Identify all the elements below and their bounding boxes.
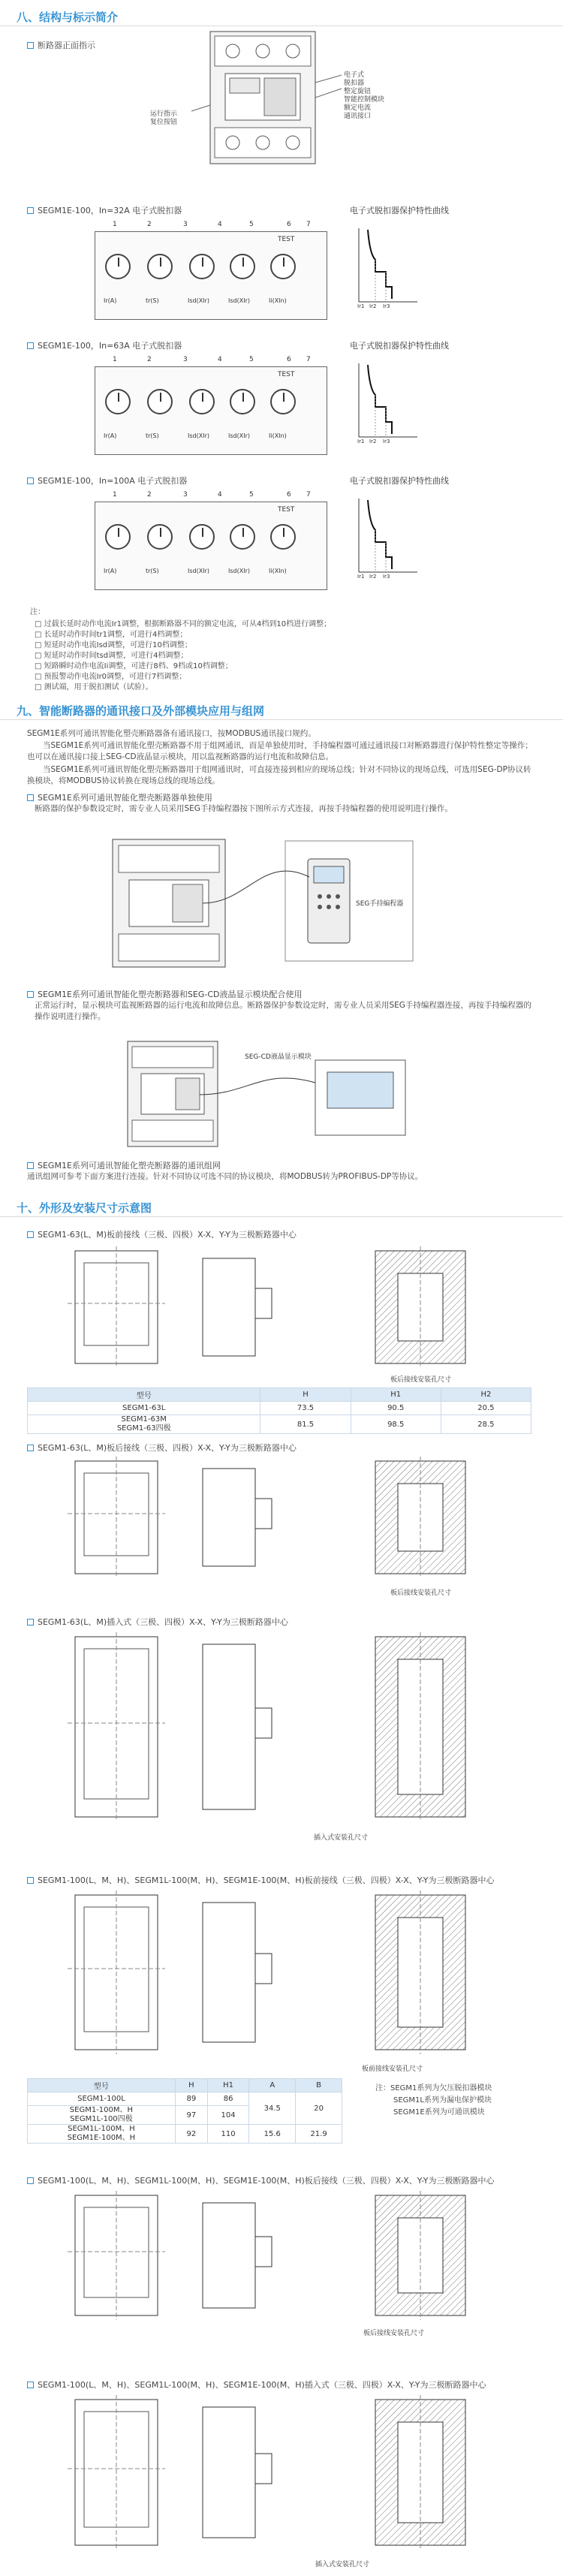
curve-axis-label: Ir3 xyxy=(383,303,390,309)
knob-label: Isd(XIr) xyxy=(228,568,250,574)
adjust-knob[interactable] xyxy=(230,389,255,414)
divider xyxy=(0,719,563,720)
knob-label: Isd(XIr) xyxy=(188,432,209,439)
panel-number: 6 xyxy=(287,221,291,228)
dim-4-caption: 板前接线安装孔尺寸 xyxy=(362,2065,423,2073)
note-item: □ 短路瞬时动作电流Ii调整，可进行8档、9档或10档调整； xyxy=(35,662,233,670)
curve-axis-label: Ir1 xyxy=(357,303,365,309)
dim-5-subtitle: SEGM1-100(L、M、H)、SEGM1L-100(M、H)、SEGM1E-100(M、H)板后接线（三极、四极）X-X、Y-Y为三极断路器中心 xyxy=(27,2174,495,2186)
dim-1-subtitle: SEGM1-63(L、M)板前接线（三极、四极）X-X、Y-Y为三极断路器中心 xyxy=(27,1228,297,1240)
notes-head: 注： xyxy=(30,608,45,616)
panel-number: 6 xyxy=(287,491,291,499)
note-item: □ 短延时动作时间tsd调整，可进行4档调整； xyxy=(35,652,188,660)
dimension-svg xyxy=(45,1888,525,2065)
table2-note-2: SEGM1L系列为漏电保护模块 xyxy=(393,2096,492,2104)
panel-number: 5 xyxy=(249,491,254,499)
comm-p4: 断路器的保护参数设定时，需专业人员采用SEG手持编程器按下图所示方式连接，再按手持编程器的使用说明进行操作。 xyxy=(35,804,453,813)
adjust-knob[interactable] xyxy=(147,254,173,279)
panel-number: 7 xyxy=(306,221,311,228)
panel-number: 5 xyxy=(249,221,254,228)
curve-axis-label: Ir2 xyxy=(369,303,377,309)
curve-title: 电子式脱扣器保护特性曲线 xyxy=(350,476,449,486)
curve-axis-label: Ir2 xyxy=(369,438,377,444)
table-row: SEGM1-100M、H SEGM1L-100四极 97 104 xyxy=(28,2106,342,2125)
adjust-knob[interactable] xyxy=(189,389,215,414)
callout-3: 整定旋钮 xyxy=(344,88,372,95)
comm-p6: 通讯组网可参考下面方案进行连接。针对不同协议可选不同的协议模块，将MODBUS转为PROFIBUS-DP等协议。 xyxy=(27,1172,423,1181)
section-9-title: 九、智能断路器的通讯接口及外部模块应用与组网 xyxy=(17,704,265,718)
note-item: □ 长延时动作时间tr1调整，可进行4档调整； xyxy=(35,631,188,639)
knob-label: Ir(A) xyxy=(104,432,117,439)
knob-label: Isd(XIr) xyxy=(188,568,209,574)
comm-p1: SEGM1E系列可通讯智能化塑壳断路器备有通讯接口，按MODBUS通讯接口规约。 xyxy=(27,729,316,738)
curve-axis-label: Ir3 xyxy=(383,438,390,444)
dim-5-caption: 板后接线安装孔尺寸 xyxy=(363,2330,425,2337)
note-item: □ 过载长延时动作电流Ir1调整，根据断路器不同的额定电流，可从4档到10档进行调整； xyxy=(35,620,332,628)
dim-6-caption: 插入式安装孔尺寸 xyxy=(315,2561,370,2568)
th: H1 xyxy=(351,1388,441,1402)
adjust-knob[interactable] xyxy=(230,254,255,279)
knob-label: Ii(XIn) xyxy=(269,432,287,439)
callout-2: 脱扣器 xyxy=(344,80,365,87)
table-row: SEGM1-63L 73.5 90.5 20.5 xyxy=(28,1402,531,1415)
curve-axis-label: Ir1 xyxy=(357,574,365,580)
table2-note-3: SEGM1E系列为可通讯模块 xyxy=(393,2108,485,2117)
dim-6-subtitle: SEGM1-100(L、M、H)、SEGM1L-100(M、H)、SEGM1E-100(M、H)插入式（三极、四极）X-X、Y-Y为三极断路器中心 xyxy=(27,2379,486,2391)
knob-label: Isd(XIr) xyxy=(188,297,209,304)
th: H xyxy=(260,1388,351,1402)
table-row: SEGM1-100L 89 86 34.5 20 xyxy=(28,2092,342,2106)
dimension-svg xyxy=(45,2188,525,2330)
callout-7: 运行指示 xyxy=(150,110,178,118)
knob-label: Ir(A) xyxy=(104,297,117,304)
spec-table-100: 型号 H H1 A B SEGM1-100L 89 86 34.5 20 SEGM1-100M、H SEGM1L-100四极 97 104 SEGM1L-100M、H SEGM1E-100M、H 92 110 15.6 21.9 xyxy=(27,2078,342,2144)
dim-2-subtitle: SEGM1-63(L、M)板后接线（三极、四极）X-X、Y-Y为三极断路器中心 xyxy=(27,1442,297,1454)
knob-label: tr(S) xyxy=(146,568,159,574)
table2-note-1: 注：SEGM1系列为欠压脱扣器模块 xyxy=(375,2084,492,2092)
panel-number: 4 xyxy=(218,221,222,228)
section-10-title: 十、外形及安装尺寸示意图 xyxy=(17,1201,152,1215)
dimension-svg xyxy=(45,1629,525,1832)
knob-label: tr(S) xyxy=(146,297,159,304)
section-8-title: 八、结构与标示简介 xyxy=(17,11,119,24)
handheld-label: SEG手持编程器 xyxy=(356,900,404,908)
adjust-knob[interactable] xyxy=(105,254,131,279)
comm-p2: 当SEGM1E系列可通讯智能化塑壳断路器不用于组网通讯，而是单独使用时，手持编程器可通过通讯接口对断路器进行保护特性整定等操作；也可以在通讯接口接上SEG-CD液晶显示模块，用以监视断路器的运行电流和故障信息。 xyxy=(27,741,533,761)
spec-table-63 xyxy=(27,1387,531,1434)
panel-number: 3 xyxy=(183,356,188,363)
adjust-knob[interactable] xyxy=(230,524,255,550)
comm-sub3: SEGM1E系列可通讯智能化塑壳断路器的通讯组网 xyxy=(27,1159,221,1171)
note-item: □ 短延时动作电流Isd调整，可进行10档调整； xyxy=(35,641,192,649)
comm-sub1: SEGM1E系列可通讯智能化塑壳断路器单独使用 xyxy=(27,791,212,803)
comm-p5: 正常运行时，显示模块可监视断路器的运行电流和故障信息。断路器保护参数设定时，需专业人员采用SEG手持编程器连接，再按手持编程器的操作说明进行操作。 xyxy=(35,1001,531,1021)
lcd-label: SEG-CD液晶显示模块 xyxy=(245,1053,312,1061)
th: H2 xyxy=(441,1388,531,1402)
note-item: □ 预报警动作电流Ir0调整，可进行7档调整； xyxy=(35,673,187,681)
knob-label: Ii(XIn) xyxy=(269,568,287,574)
dim-3-subtitle: SEGM1-63(L、M)插入式（三极、四极）X-X、Y-Y为三极断路器中心 xyxy=(27,1616,288,1628)
curve-axis-label: Ir3 xyxy=(383,574,390,580)
panel-number: 6 xyxy=(287,356,291,363)
knob-label: Isd(XIr) xyxy=(228,432,250,439)
panel-number: 4 xyxy=(218,356,222,363)
dimension-svg xyxy=(45,2392,525,2560)
panel-number: 7 xyxy=(306,356,311,363)
panel-number: 2 xyxy=(147,356,152,363)
comm-sub2: SEGM1E系列可通讯智能化塑壳断路器和SEG-CD液晶显示模块配合使用 xyxy=(27,988,302,1000)
curve-title: 电子式脱扣器保护特性曲线 xyxy=(350,206,449,215)
dim-2-caption: 板后接线安装孔尺寸 xyxy=(390,1589,452,1597)
dim-4-subtitle: SEGM1-100(L、M、H)、SEGM1L-100(M、H)、SEGM1E-100(M、H)板前接线（三极、四极）X-X、Y-Y为三极断路器中心 xyxy=(27,1874,495,1886)
panel-number: 1 xyxy=(113,221,117,228)
panel-number: 1 xyxy=(113,491,117,499)
callout-5: 额定电流 xyxy=(344,104,372,112)
callout-1: 电子式 xyxy=(344,71,365,79)
test-label: TEST xyxy=(278,371,295,378)
test-label: TEST xyxy=(278,236,295,243)
adjust-knob[interactable] xyxy=(105,524,131,550)
callout-6: 通讯接口 xyxy=(344,113,372,120)
panel-number: 2 xyxy=(147,491,152,499)
dim-1-caption: 板后接线安装孔尺寸 xyxy=(390,1376,452,1384)
panel-number: 4 xyxy=(218,491,222,499)
knob-label: Ii(XIn) xyxy=(269,297,287,304)
table-row: SEGM1-63M SEGM1-63四极 81.5 98.5 28.5 xyxy=(28,1415,531,1434)
adjust-knob[interactable] xyxy=(270,524,296,550)
panel-number: 3 xyxy=(183,491,188,499)
trip-title: SEGM1E-100，In=32A 电子式脱扣器 xyxy=(27,204,182,216)
curve-axis-label: Ir1 xyxy=(357,438,365,444)
adjust-knob[interactable] xyxy=(189,254,215,279)
panel-number: 1 xyxy=(113,356,117,363)
comm-p3: 当SEGM1E系列可通讯智能化塑壳断路器用于组网通讯时，可直接连接到相应的现场总线；针对不同协议的现场总线，可选用SEG-DP协议转换模块，将MODBUS协议转换在现场总线的现场总线。 xyxy=(27,765,531,785)
adjust-knob[interactable] xyxy=(270,254,296,279)
trip-title: SEGM1E-100，In=100A 电子式脱扣器 xyxy=(27,475,187,487)
adjust-knob[interactable] xyxy=(270,389,296,414)
panel-number: 2 xyxy=(147,221,152,228)
knob-label: Isd(XIr) xyxy=(228,297,250,304)
adjust-knob[interactable] xyxy=(189,524,215,550)
dimension-svg xyxy=(45,1454,525,1589)
panel-number: 5 xyxy=(249,356,254,363)
front-subtitle: 断路器正面指示 xyxy=(27,39,95,51)
test-label: TEST xyxy=(278,506,295,514)
dimension-svg xyxy=(45,1243,525,1378)
callout-4: 智能控制模块 xyxy=(344,96,385,104)
dim-3-caption: 插入式安装孔尺寸 xyxy=(314,1834,369,1842)
curve-axis-label: Ir2 xyxy=(369,574,377,580)
knob-label: Ir(A) xyxy=(104,568,117,574)
knob-label: tr(S) xyxy=(146,432,159,439)
note-item: □ 测试端，用于脱扣测试（试验）。 xyxy=(35,683,153,691)
adjust-knob[interactable] xyxy=(105,389,131,414)
th: 型号 xyxy=(28,1388,260,1402)
table-row: SEGM1L-100M、H SEGM1E-100M、H 92 110 15.6 21.9 xyxy=(28,2125,342,2144)
curve-title: 电子式脱扣器保护特性曲线 xyxy=(350,341,449,351)
trip-title: SEGM1E-100，In=63A 电子式脱扣器 xyxy=(27,339,182,351)
divider xyxy=(0,1216,563,1217)
panel-number: 7 xyxy=(306,491,311,499)
adjust-knob[interactable] xyxy=(147,389,173,414)
callout-8: 复位按钮 xyxy=(150,119,178,126)
panel-number: 3 xyxy=(183,221,188,228)
adjust-knob[interactable] xyxy=(147,524,173,550)
